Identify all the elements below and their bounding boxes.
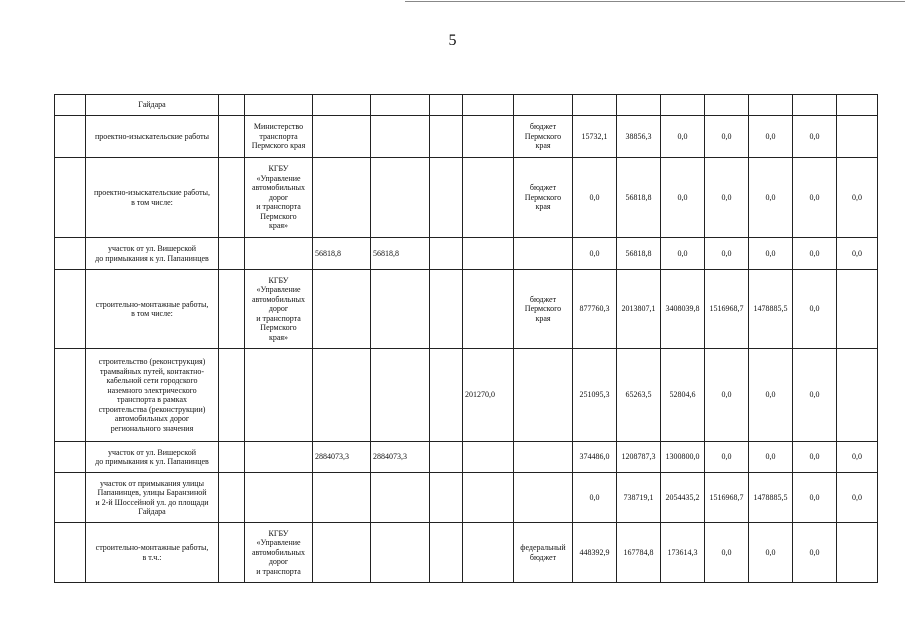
work-name-cell: строительство (реконструкция) трамвайных путей, контактно- кабельной сети городского наземного электрического транспорта в рамках строительства (реконструкции) автомобильных дорог регионального значения — [86, 349, 219, 442]
row-index-cell — [55, 95, 86, 116]
year-value-cell-2 — [617, 95, 661, 116]
year-value-cell-5: 0,0 — [749, 158, 793, 238]
value-cell-2 — [371, 95, 430, 116]
value-cell-2 — [371, 158, 430, 238]
row-index-cell — [55, 349, 86, 442]
value-cell-3 — [463, 270, 514, 349]
year-value-cell-6: 0,0 — [793, 238, 837, 270]
table-row — [55, 349, 878, 442]
year-value-cell-6: 0,0 — [793, 270, 837, 349]
empty-cell — [219, 238, 245, 270]
funding-source-cell — [514, 349, 573, 442]
year-value-cell-7: 0,0 — [837, 238, 878, 270]
value-cell-3 — [463, 158, 514, 238]
value-cell-1 — [313, 95, 371, 116]
work-name-cell: проектно-изыскательские работы — [86, 116, 219, 158]
row-index-cell — [55, 116, 86, 158]
value-cell-1 — [313, 349, 371, 442]
empty-cell — [430, 95, 463, 116]
value-cell-1 — [313, 270, 371, 349]
work-name-cell: участок от ул. Вишерской до примыкания к ул. Папанинцев — [86, 238, 219, 270]
year-value-cell-7: 0,0 — [837, 473, 878, 523]
empty-cell — [219, 442, 245, 473]
row-index-cell — [55, 473, 86, 523]
year-value-cell-6: 0,0 — [793, 523, 837, 583]
year-value-cell-5: 0,0 — [749, 349, 793, 442]
year-value-cell-6 — [793, 95, 837, 116]
value-cell-1 — [313, 523, 371, 583]
value-cell-1 — [313, 116, 371, 158]
year-value-cell-2: 167784,8 — [617, 523, 661, 583]
value-cell-1 — [313, 158, 371, 238]
row-index-cell — [55, 158, 86, 238]
funding-source-cell: федеральный бюджет — [514, 523, 573, 583]
table-row — [55, 442, 878, 473]
value-cell-1: 56818,8 — [313, 238, 371, 270]
year-value-cell-4: 0,0 — [705, 523, 749, 583]
row-index-cell — [55, 238, 86, 270]
value-cell-1 — [313, 473, 371, 523]
empty-cell — [219, 349, 245, 442]
organization-cell: КГБУ «Управление автомобильных дорог и транспорта — [245, 523, 313, 583]
value-cell-2 — [371, 349, 430, 442]
value-cell-2 — [371, 523, 430, 583]
year-value-cell-7 — [837, 523, 878, 583]
empty-cell — [430, 473, 463, 523]
table-row — [55, 473, 878, 523]
value-cell-2 — [371, 270, 430, 349]
year-value-cell-1: 448392,9 — [573, 523, 617, 583]
funding-source-cell — [514, 95, 573, 116]
year-value-cell-3: 0,0 — [661, 116, 705, 158]
organization-cell — [245, 95, 313, 116]
empty-cell — [430, 270, 463, 349]
year-value-cell-6: 0,0 — [793, 473, 837, 523]
table-row — [55, 523, 878, 583]
year-value-cell-4: 1516968,7 — [705, 270, 749, 349]
empty-cell — [430, 523, 463, 583]
year-value-cell-5: 1478885,5 — [749, 473, 793, 523]
top-border-line — [405, 1, 905, 2]
year-value-cell-4: 0,0 — [705, 238, 749, 270]
year-value-cell-7 — [837, 270, 878, 349]
year-value-cell-1: 0,0 — [573, 238, 617, 270]
year-value-cell-6: 0,0 — [793, 349, 837, 442]
year-value-cell-4: 0,0 — [705, 349, 749, 442]
year-value-cell-4: 1516968,7 — [705, 473, 749, 523]
value-cell-3: 201270,0 — [463, 349, 514, 442]
funding-source-cell: бюджет Пермского края — [514, 158, 573, 238]
year-value-cell-5: 0,0 — [749, 238, 793, 270]
year-value-cell-6: 0,0 — [793, 442, 837, 473]
value-cell-2: 56818,8 — [371, 238, 430, 270]
year-value-cell-1 — [573, 95, 617, 116]
year-value-cell-2: 65263,5 — [617, 349, 661, 442]
year-value-cell-5: 0,0 — [749, 116, 793, 158]
year-value-cell-7 — [837, 116, 878, 158]
year-value-cell-2: 38856,3 — [617, 116, 661, 158]
empty-cell — [219, 473, 245, 523]
value-cell-3 — [463, 442, 514, 473]
empty-cell — [219, 270, 245, 349]
empty-cell — [430, 158, 463, 238]
year-value-cell-5: 1478885,5 — [749, 270, 793, 349]
value-cell-1: 2884073,3 — [313, 442, 371, 473]
empty-cell — [219, 523, 245, 583]
year-value-cell-3: 2054435,2 — [661, 473, 705, 523]
value-cell-2: 2884073,3 — [371, 442, 430, 473]
year-value-cell-3: 3408039,8 — [661, 270, 705, 349]
value-cell-3 — [463, 473, 514, 523]
year-value-cell-2: 1208787,3 — [617, 442, 661, 473]
table-row — [55, 270, 878, 349]
work-name-cell: строительно-монтажные работы, в том числе: — [86, 270, 219, 349]
empty-cell — [430, 349, 463, 442]
year-value-cell-3 — [661, 95, 705, 116]
table-row — [55, 158, 878, 238]
year-value-cell-5 — [749, 95, 793, 116]
year-value-cell-4 — [705, 95, 749, 116]
year-value-cell-3: 0,0 — [661, 158, 705, 238]
empty-cell — [430, 238, 463, 270]
work-name-cell: участок от примыкания улицы Папанинцев, улицы Баранзиной и 2-й Шоссейной ул. до площади Гайдара — [86, 473, 219, 523]
year-value-cell-4: 0,0 — [705, 442, 749, 473]
value-cell-3 — [463, 523, 514, 583]
year-value-cell-5: 0,0 — [749, 523, 793, 583]
table-row — [55, 116, 878, 158]
year-value-cell-1: 251095,3 — [573, 349, 617, 442]
work-name-cell: Гайдара — [86, 95, 219, 116]
year-value-cell-3: 1300800,0 — [661, 442, 705, 473]
year-value-cell-1: 15732,1 — [573, 116, 617, 158]
value-cell-2 — [371, 116, 430, 158]
year-value-cell-3: 52804,6 — [661, 349, 705, 442]
funding-source-cell — [514, 473, 573, 523]
empty-cell — [430, 442, 463, 473]
organization-cell — [245, 473, 313, 523]
funding-source-cell — [514, 238, 573, 270]
year-value-cell-2: 2013807,1 — [617, 270, 661, 349]
value-cell-3 — [463, 116, 514, 158]
year-value-cell-2: 56818,8 — [617, 158, 661, 238]
funding-source-cell: бюджет Пермского края — [514, 116, 573, 158]
year-value-cell-1: 0,0 — [573, 158, 617, 238]
table-row — [55, 95, 878, 116]
empty-cell — [219, 158, 245, 238]
year-value-cell-3: 0,0 — [661, 238, 705, 270]
work-name-cell: проектно-изыскательские работы, в том числе: — [86, 158, 219, 238]
year-value-cell-7: 0,0 — [837, 158, 878, 238]
row-index-cell — [55, 442, 86, 473]
year-value-cell-2: 56818,8 — [617, 238, 661, 270]
value-cell-3 — [463, 238, 514, 270]
organization-cell — [245, 442, 313, 473]
year-value-cell-3: 173614,3 — [661, 523, 705, 583]
empty-cell — [219, 116, 245, 158]
budget-table — [54, 94, 878, 583]
page-number: 5 — [448, 32, 457, 49]
organization-cell: КГБУ «Управление автомобильных дорог и транспорта Пермского края» — [245, 158, 313, 238]
year-value-cell-1: 374486,0 — [573, 442, 617, 473]
year-value-cell-1: 0,0 — [573, 473, 617, 523]
year-value-cell-6: 0,0 — [793, 116, 837, 158]
empty-cell — [219, 95, 245, 116]
year-value-cell-1: 877760,3 — [573, 270, 617, 349]
organization-cell — [245, 238, 313, 270]
year-value-cell-4: 0,0 — [705, 158, 749, 238]
year-value-cell-4: 0,0 — [705, 116, 749, 158]
year-value-cell-7: 0,0 — [837, 442, 878, 473]
year-value-cell-7 — [837, 349, 878, 442]
year-value-cell-7 — [837, 95, 878, 116]
year-value-cell-2: 738719,1 — [617, 473, 661, 523]
year-value-cell-5: 0,0 — [749, 442, 793, 473]
funding-source-cell — [514, 442, 573, 473]
work-name-cell: участок от ул. Вишерской до примыкания к ул. Папанинцев — [86, 442, 219, 473]
row-index-cell — [55, 523, 86, 583]
organization-cell — [245, 349, 313, 442]
organization-cell: Министерство транспорта Пермского края — [245, 116, 313, 158]
row-index-cell — [55, 270, 86, 349]
work-name-cell: строительно-монтажные работы, в т.ч.: — [86, 523, 219, 583]
year-value-cell-6: 0,0 — [793, 158, 837, 238]
organization-cell: КГБУ «Управление автомобильных дорог и транспорта Пермского края» — [245, 270, 313, 349]
empty-cell — [430, 116, 463, 158]
value-cell-3 — [463, 95, 514, 116]
funding-source-cell: бюджет Пермского края — [514, 270, 573, 349]
table-row — [55, 238, 878, 270]
value-cell-2 — [371, 473, 430, 523]
